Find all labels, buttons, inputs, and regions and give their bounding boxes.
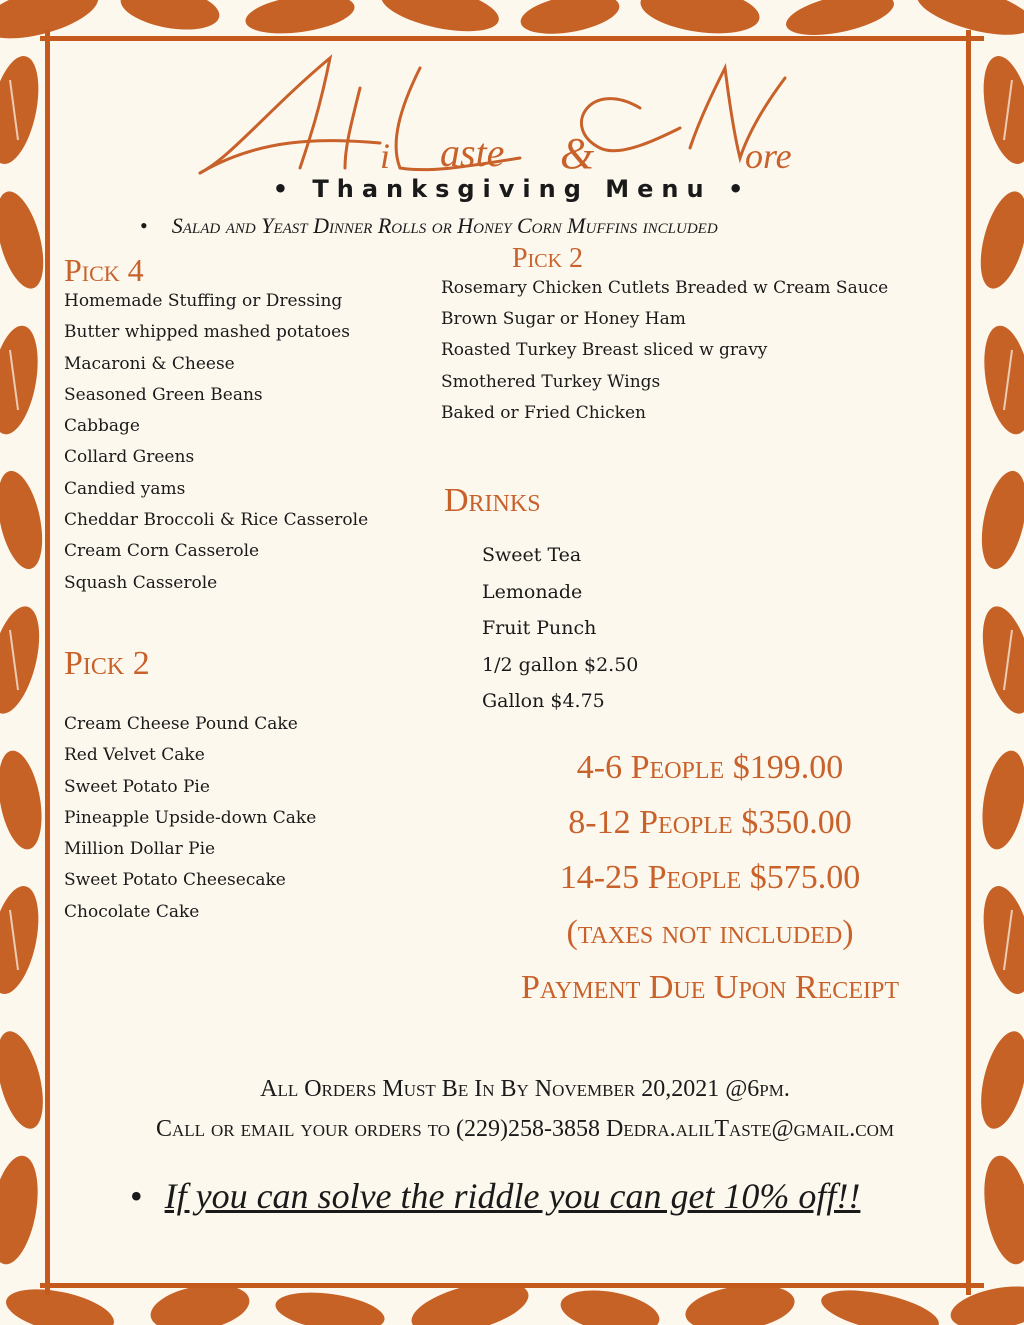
sides-list	[64, 286, 368, 599]
list-item: Gallon $4.75	[482, 690, 605, 712]
price-tier-medium: 8-12 People $350.00	[568, 804, 852, 841]
contact-info: Call or email your orders to (229)258-3858 Dedra.alilTaste@gmail.com	[155, 1116, 895, 1142]
included-text: Salad and Yeast Dinner Rolls or Honey Corn Muffins included	[171, 213, 718, 238]
frame-line-bottom	[40, 1283, 984, 1288]
list-item: Candied yams	[64, 478, 186, 499]
desserts-heading: Pick 2	[64, 645, 150, 682]
list-item: Lemonade	[482, 580, 583, 603]
included-note	[140, 213, 940, 239]
list-item: Butter whipped mashed potatoes	[64, 322, 350, 343]
list-item: 1/2 gallon $2.50	[482, 653, 639, 676]
list-item: Seasoned Green Beans	[64, 384, 263, 405]
list-item: Fruit Punch	[482, 617, 597, 639]
taxes-note: (taxes not included)	[566, 914, 854, 951]
list-item: Red Velvet Cake	[64, 745, 205, 766]
mains-list	[441, 273, 888, 429]
list-item: Roasted Turkey Breast sliced w gravy	[441, 340, 768, 361]
frame-line-left	[45, 30, 50, 1295]
mains-heading: Pick 2	[512, 243, 584, 274]
list-item: Baked or Fried Chicken	[441, 402, 646, 423]
desserts-list	[64, 709, 316, 928]
brand-logo	[0, 48, 1024, 178]
drinks-heading: Drinks	[444, 482, 541, 519]
list-item: Sweet Tea	[482, 544, 582, 566]
bullet: •	[140, 213, 148, 238]
svg-text:ore: ore	[745, 136, 792, 176]
list-item: Collard Greens	[64, 447, 195, 468]
pricing-block	[440, 740, 980, 1015]
list-item: Pineapple Upside-down Cake	[64, 807, 317, 828]
list-item: Million Dollar Pie	[64, 839, 216, 860]
price-tier-small: 4-6 People $199.00	[576, 749, 844, 786]
frame-line-right	[966, 30, 971, 1295]
list-item: Cabbage	[64, 416, 140, 437]
svg-text:aste: aste	[440, 130, 505, 175]
list-item: Squash Casserole	[64, 572, 218, 593]
list-item: Sweet Potato Pie	[64, 776, 210, 797]
riddle-offer	[130, 1175, 890, 1217]
list-item: Rosemary Chicken Cutlets Breaded w Cream Sauce	[441, 278, 889, 298]
list-item: Brown Sugar or Honey Ham	[441, 309, 686, 330]
list-item: Sweet Potato Cheesecake	[64, 870, 286, 891]
sides-heading: Pick 4	[64, 252, 144, 288]
price-tier-large: 14-25 People $575.00	[559, 859, 861, 896]
order-deadline: All Orders Must Be In By November 20,2021 @6pm.	[260, 1076, 790, 1102]
frame-line-top	[40, 36, 984, 41]
bullet: •	[130, 1176, 143, 1216]
list-item: Chocolate Cake	[64, 901, 200, 922]
list-item: Smothered Turkey Wings	[441, 371, 661, 392]
list-item: Cream Corn Casserole	[64, 541, 260, 562]
list-item: Homemade Stuffing or Dressing	[64, 291, 343, 311]
payment-note: Payment Due Upon Receipt	[521, 969, 899, 1006]
list-item: Cheddar Broccoli & Rice Casserole	[64, 510, 369, 531]
list-item: Cream Cheese Pound Cake	[64, 714, 298, 734]
svg-text:&: &	[560, 129, 595, 178]
menu-subtitle: • Thanksgiving Menu •	[272, 175, 752, 203]
riddle-text: If you can solve the riddle you can get 10% off!!	[164, 1176, 861, 1216]
list-item: Macaroni & Cheese	[64, 353, 235, 374]
drinks-list	[482, 537, 638, 720]
svg-text:i: i	[380, 136, 391, 176]
